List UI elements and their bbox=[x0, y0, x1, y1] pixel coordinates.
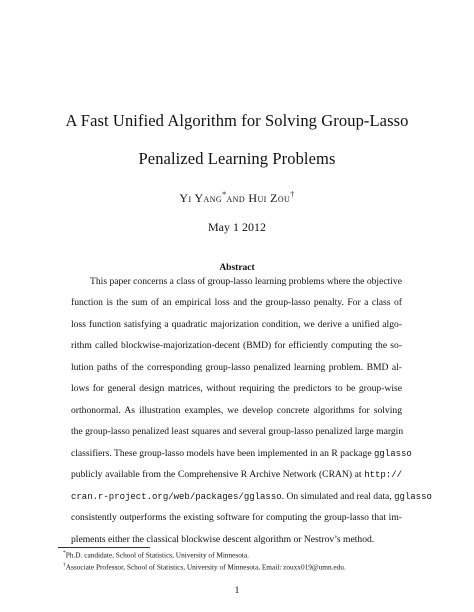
author-1-mark: * bbox=[222, 190, 227, 199]
abstract-line: function is the sum of an empirical loss and the group-lasso penalty. For a class of bbox=[71, 297, 402, 308]
author-1: Yi Yang bbox=[179, 191, 223, 205]
url-fragment: cran.r-project.org/web/packages/gglasso bbox=[71, 492, 282, 502]
footnote-1-text: Ph.D. candidate, School of Statistics, University of Minnesota. bbox=[65, 550, 249, 560]
paper-title-line-1: A Fast Unified Algorithm for Solving Group-Lasso bbox=[65, 111, 409, 130]
author-2-mark: † bbox=[290, 190, 295, 199]
abstract-line: loss function satisfying a quadratic majorization condition, we derive a unified algo- bbox=[71, 319, 402, 330]
abstract-line bbox=[71, 469, 402, 481]
abstract-text: . On simulated and real data, bbox=[281, 491, 395, 502]
abstract-line: orthonormal. As illustration examples, we develop concrete algorithms for solving bbox=[71, 405, 402, 416]
abstract-heading: Abstract bbox=[219, 263, 255, 273]
abstract-line: This paper concerns a class of group-lasso learning problems where the objective bbox=[90, 276, 402, 287]
author-2: Hui Zou bbox=[248, 191, 291, 205]
abstract-line: rithm called blockwise-majorization-decent (BMD) for efficiently computing the so- bbox=[71, 340, 402, 351]
author-conjunction: and bbox=[226, 191, 246, 205]
paper-title-line-2: Penalized Learning Problems bbox=[138, 149, 336, 168]
footnote-1 bbox=[63, 550, 249, 559]
abstract-line: consistently outperforms the existing software for computing the group-lasso that im- bbox=[71, 512, 402, 523]
abstract-line bbox=[71, 448, 412, 460]
author-line bbox=[0, 190, 474, 206]
abstract-line: plements either the classical blockwise descent algorithm or Nestrov’s method. bbox=[71, 534, 375, 545]
abstract-line: lution paths of the corresponding group-lasso penalized learning problem. BMD al- bbox=[71, 362, 402, 373]
footnote-2-text: Associate Professor, School of Statistics, University of Minnesota, Email: zouxx019@umn.edu. bbox=[65, 562, 346, 572]
abstract-line bbox=[71, 491, 432, 503]
footnote-rule bbox=[58, 547, 150, 548]
paper-date: May 1 2012 bbox=[208, 220, 266, 234]
footnote-2-mark: † bbox=[63, 562, 66, 568]
abstract-text: publicly available from the Comprehensive R Archive Network (CRAN) at bbox=[71, 469, 365, 480]
abstract-line: lows for general design matrices, without requiring the predictors to be group-wise bbox=[71, 383, 402, 394]
abstract-line: the group-lasso penalized least squares and several group-lasso penalized large margin bbox=[71, 426, 404, 437]
page-number: 1 bbox=[234, 586, 240, 596]
url-fragment: http:// bbox=[364, 470, 402, 480]
footnote-2 bbox=[63, 562, 346, 571]
abstract-text: classifiers. These group-lasso models have been implemented in an R package bbox=[71, 448, 374, 459]
package-name: gglasso bbox=[394, 492, 432, 502]
package-name: gglasso bbox=[374, 449, 412, 459]
footnote-1-mark: * bbox=[63, 550, 66, 556]
